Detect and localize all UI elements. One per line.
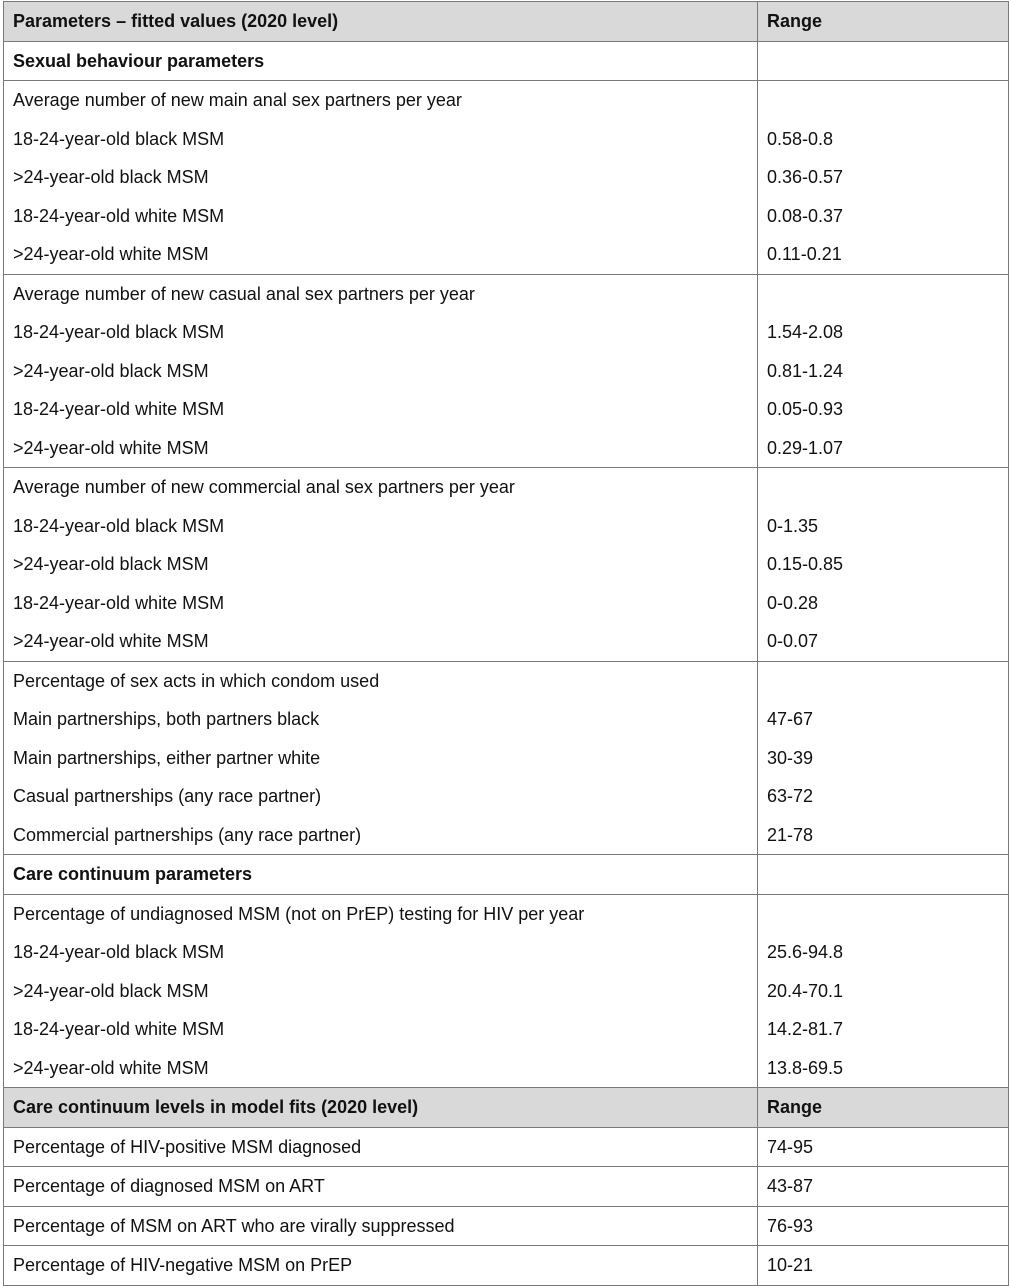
row-range: 0-0.28 xyxy=(767,592,819,613)
header-range-cell xyxy=(758,2,1009,42)
row-label: >24-year-old white MSM xyxy=(13,1057,209,1078)
row-range: 0.15-0.85 xyxy=(767,554,844,574)
row-label: 18-24-year-old black MSM xyxy=(13,942,225,962)
row-range: 0.81-1.24 xyxy=(767,360,844,381)
row-label: 18-24-year-old white MSM xyxy=(13,1019,225,1039)
row-range: 13.8-69.5 xyxy=(767,1057,844,1078)
care-levels-header-label: Care continuum levels in model fits (2020 level) xyxy=(13,1097,419,1117)
table-row xyxy=(4,1167,1009,1207)
care-levels-header-row xyxy=(4,1088,1009,1128)
row-range: 25.6-94.8 xyxy=(767,942,844,962)
section-title: Care continuum parameters xyxy=(13,864,253,884)
row-label: >24-year-old black MSM xyxy=(13,980,209,1001)
row-range: 0.29-1.07 xyxy=(767,437,844,458)
row-label: Percentage of MSM on ART who are virally suppressed xyxy=(13,1215,455,1236)
row-label: Main partnerships, either partner white xyxy=(13,747,321,768)
row-label: >24-year-old black MSM xyxy=(13,167,209,187)
header-parameter-cell xyxy=(4,2,758,42)
row-range: 0.11-0.21 xyxy=(767,244,842,264)
group-row-main-partners xyxy=(4,81,1009,275)
section-row-sexual-behaviour xyxy=(4,41,1009,81)
row-label: 18-24-year-old white MSM xyxy=(13,205,225,226)
row-range: 0.36-0.57 xyxy=(767,167,844,187)
table-row xyxy=(4,1127,1009,1167)
row-label: 18-24-year-old white MSM xyxy=(13,399,225,419)
row-label: Main partnerships, both partners black xyxy=(13,709,320,729)
row-label: Casual partnerships (any race partner) xyxy=(13,786,322,806)
header-range-label: Range xyxy=(767,11,823,31)
row-range: 0.58-0.8 xyxy=(767,128,834,149)
row-label: 18-24-year-old black MSM xyxy=(13,322,225,342)
row-range: 10-21 xyxy=(767,1255,814,1275)
row-range: 14.2-81.7 xyxy=(767,1019,844,1039)
table-row xyxy=(4,1206,1009,1246)
row-range: 20.4-70.1 xyxy=(767,980,844,1001)
care-levels-range-label: Range xyxy=(767,1097,823,1117)
table-row xyxy=(4,1246,1009,1286)
group-title: Average number of new main anal sex partners per year xyxy=(13,90,462,110)
row-range: 74-95 xyxy=(767,1136,814,1157)
row-label: >24-year-old white MSM xyxy=(13,437,209,458)
group-title: Average number of new commercial anal sex partners per year xyxy=(13,477,515,497)
row-range: 30-39 xyxy=(767,747,814,768)
parameters-table xyxy=(3,1,1009,1286)
row-label: 18-24-year-old white MSM xyxy=(13,592,225,613)
row-range: 1.54-2.08 xyxy=(767,322,844,342)
section-row-care-continuum xyxy=(4,855,1009,895)
row-range: 0-0.07 xyxy=(767,631,819,651)
row-range: 21-78 xyxy=(767,824,814,845)
table-header-row xyxy=(4,2,1009,42)
row-label: Commercial partnerships (any race partner) xyxy=(13,824,362,845)
row-label: >24-year-old white MSM xyxy=(13,631,209,651)
row-label: 18-24-year-old black MSM xyxy=(13,128,225,149)
group-title: Percentage of sex acts in which condom used xyxy=(13,670,380,691)
row-label: >24-year-old black MSM xyxy=(13,554,209,574)
row-range: 0.05-0.93 xyxy=(767,399,844,419)
row-label: 18-24-year-old black MSM xyxy=(13,515,225,536)
row-label: Percentage of HIV-negative MSM on PrEP xyxy=(13,1255,353,1275)
group-row-commercial-partners xyxy=(4,468,1009,662)
row-label: Percentage of diagnosed MSM on ART xyxy=(13,1176,325,1196)
group-row-condom-use xyxy=(4,661,1009,855)
row-label: >24-year-old black MSM xyxy=(13,360,209,381)
row-range: 43-87 xyxy=(767,1176,814,1196)
row-label: >24-year-old white MSM xyxy=(13,244,209,264)
group-row-casual-partners xyxy=(4,274,1009,468)
row-range: 76-93 xyxy=(767,1215,814,1236)
row-range: 0-1.35 xyxy=(767,515,819,536)
row-range: 47-67 xyxy=(767,709,814,729)
row-range: 0.08-0.37 xyxy=(767,205,844,226)
section-title: Sexual behaviour parameters xyxy=(13,50,265,71)
header-parameter-label: Parameters – fitted values (2020 level) xyxy=(13,11,339,31)
group-title: Average number of new casual anal sex partners per year xyxy=(13,283,475,304)
row-range: 63-72 xyxy=(767,786,814,806)
group-row-hiv-testing xyxy=(4,894,1009,1088)
group-title: Percentage of undiagnosed MSM (not on PrEP) testing for HIV per year xyxy=(13,903,585,924)
row-label: Percentage of HIV-positive MSM diagnosed xyxy=(13,1136,362,1157)
